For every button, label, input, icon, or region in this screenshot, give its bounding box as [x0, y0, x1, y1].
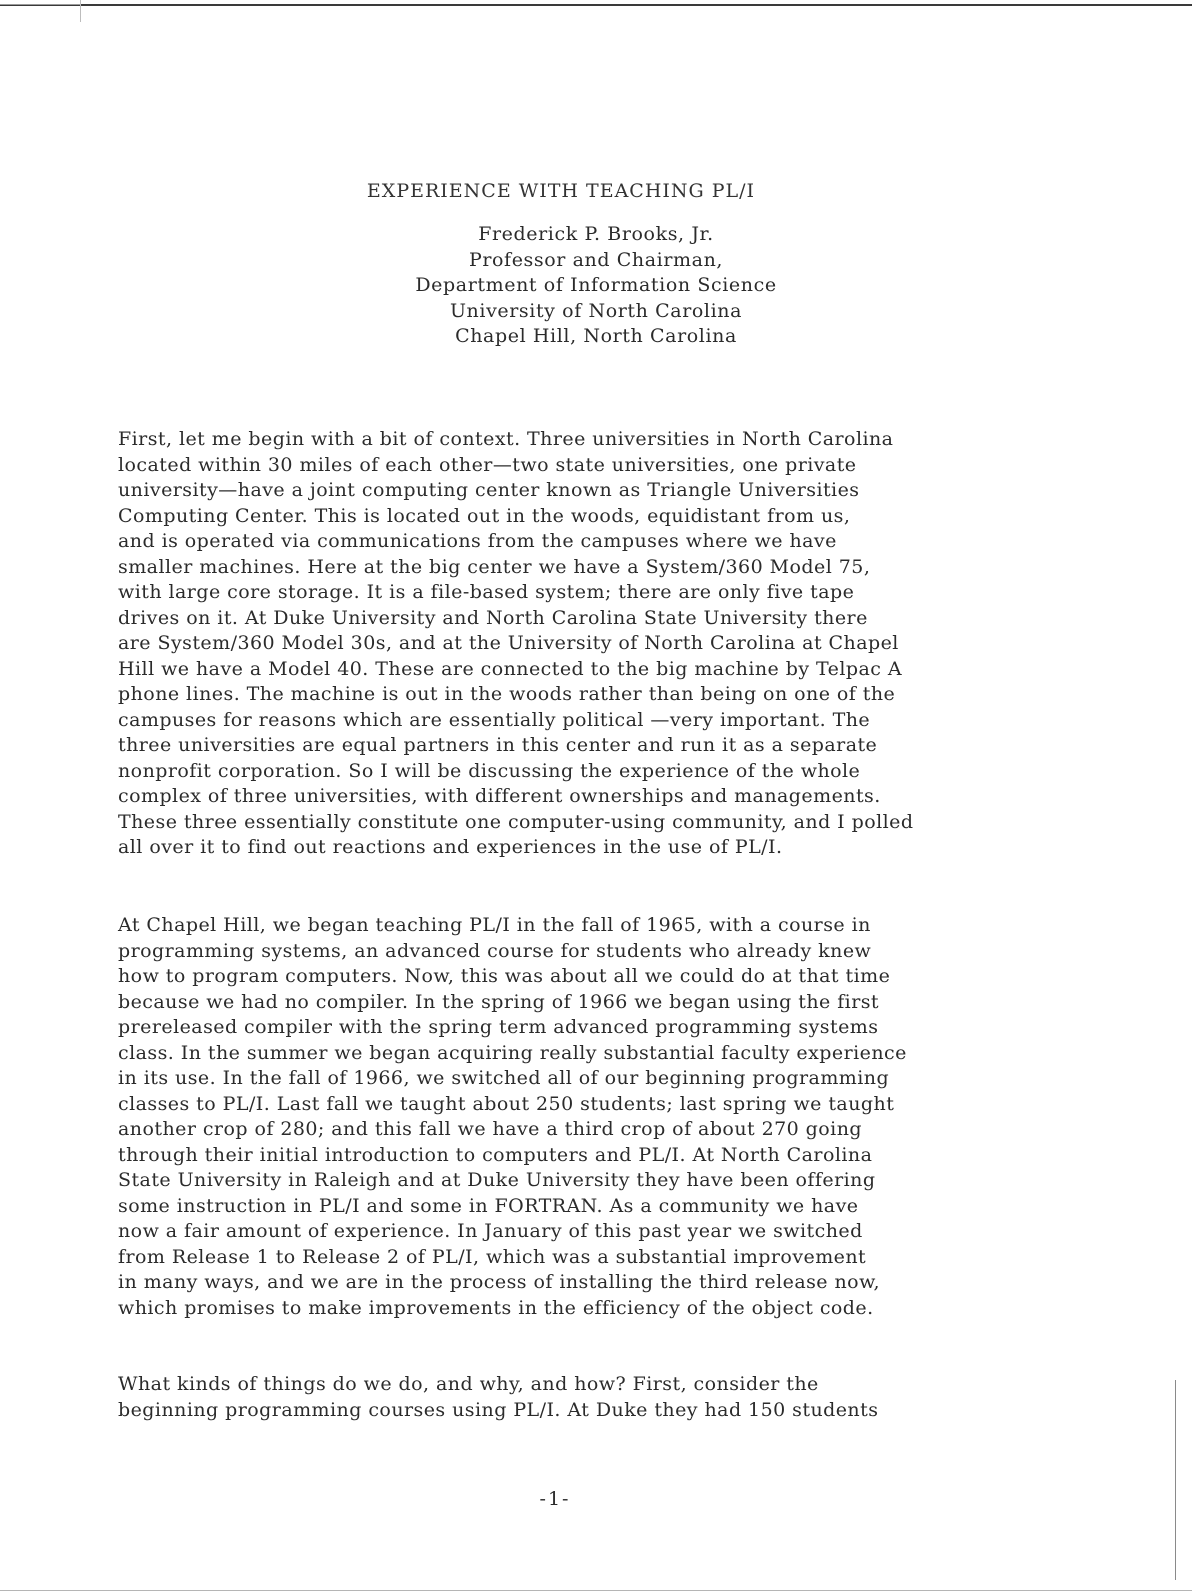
- document-title: EXPERIENCE WITH TEACHING PL/I: [366, 180, 756, 202]
- text-line: are System/360 Model 30s, and at the University of North Carolina at Chapel: [118, 632, 899, 654]
- text-line: campuses for reasons which are essentially political —very important. The: [118, 708, 871, 731]
- text-line: with large core storage. It is a file-based system; there are only five tape: [118, 581, 855, 603]
- author-location: Chapel Hill, North Carolina: [455, 325, 737, 347]
- text-line: how to program computers. Now, this was about all we could do at that time: [118, 965, 891, 987]
- right-edge-mark: [1175, 1380, 1176, 1580]
- text-line: nonprofit corporation. So I will be discussing the experience of the whole: [118, 759, 861, 782]
- text-line: and is operated via communications from the campuses where we have: [118, 530, 837, 552]
- top-border-rule: [0, 4, 1192, 6]
- text-line: drives on it. At Duke University and North Carolina State University there: [118, 606, 868, 629]
- author-position: Professor and Chairman,: [468, 248, 724, 271]
- text-line: three universities are equal partners in this center and run it as a separate: [118, 734, 878, 756]
- text-line: some instruction in PL/I and some in FORTRAN. As a community we have: [118, 1194, 859, 1217]
- text-line: in many ways, and we are in the process of installing the third release now,: [118, 1271, 881, 1293]
- text-line: from Release 1 to Release 2 of PL/I, which was a substantial improvement: [118, 1245, 867, 1268]
- bottom-border-rule: [0, 1590, 1192, 1591]
- text-line: At Chapel Hill, we began teaching PL/I in the fall of 1965, with a course in: [118, 914, 871, 936]
- text-line: university—have a joint computing center known as Triangle Universities: [118, 479, 860, 501]
- text-line: State University in Raleigh and at Duke University they have been offering: [118, 1169, 876, 1191]
- text-line: complex of three universities, with different ownerships and managements.: [118, 785, 881, 807]
- author-block: [0, 222, 1192, 350]
- text-line: prereleased compiler with the spring term advanced programming systems: [118, 1016, 879, 1038]
- text-line: another crop of 280; and this fall we have a third crop of about 270 going: [118, 1118, 863, 1140]
- top-border-rule-faint: [0, 4, 80, 5]
- text-line: in its use. In the fall of 1966, we switched all of our beginning programming: [118, 1067, 890, 1089]
- text-line: because we had no compiler. In the spring of 1966 we began using the first: [118, 990, 880, 1013]
- text-line: Computing Center. This is located out in the woods, equidistant from us,: [118, 504, 851, 527]
- text-line: now a fair amount of experience. In January of this past year we switched: [118, 1220, 863, 1242]
- author-name: Frederick P. Brooks, Jr.: [478, 223, 714, 245]
- paragraph-courses: [118, 1372, 1068, 1423]
- text-line: What kinds of things do we do, and why, and how? First, consider the: [118, 1373, 819, 1395]
- paragraph-chapel-hill: [118, 913, 1068, 1321]
- text-line: all over it to find out reactions and experiences in the use of PL/I.: [118, 836, 783, 858]
- text-line: Hill we have a Model 40. These are connected to the big machine by Telpac A: [118, 657, 903, 680]
- text-line: class. In the summer we began acquiring really substantial faculty experience: [118, 1041, 907, 1064]
- text-line: These three essentially constitute one computer-using community, and I polled: [118, 810, 914, 833]
- text-line: classes to PL/I. Last fall we taught about 250 students; last spring we taught: [118, 1092, 895, 1115]
- text-line: through their initial introduction to computers and PL/I. At North Carolina: [118, 1143, 873, 1166]
- text-line: programming systems, an advanced course for students who already knew: [118, 939, 872, 962]
- author-university: University of North Carolina: [449, 299, 743, 322]
- text-line: smaller machines. Here at the big center we have a System/360 Model 75,: [118, 555, 871, 578]
- page-number: -1-: [539, 1488, 571, 1510]
- text-line: which promises to make improvements in the efficiency of the object code.: [118, 1296, 874, 1319]
- top-edge-mark: [80, 0, 81, 22]
- text-line: phone lines. The machine is out in the woods rather than being on one of the: [118, 683, 896, 705]
- text-line: beginning programming courses using PL/I. At Duke they had 150 students: [118, 1398, 879, 1421]
- author-department: Department of Information Science: [415, 274, 777, 296]
- text-line: located within 30 miles of each other—two state universities, one private: [118, 453, 857, 476]
- paragraph-context: [118, 427, 1068, 861]
- text-line: First, let me begin with a bit of context. Three universities in North Carolina: [118, 428, 894, 450]
